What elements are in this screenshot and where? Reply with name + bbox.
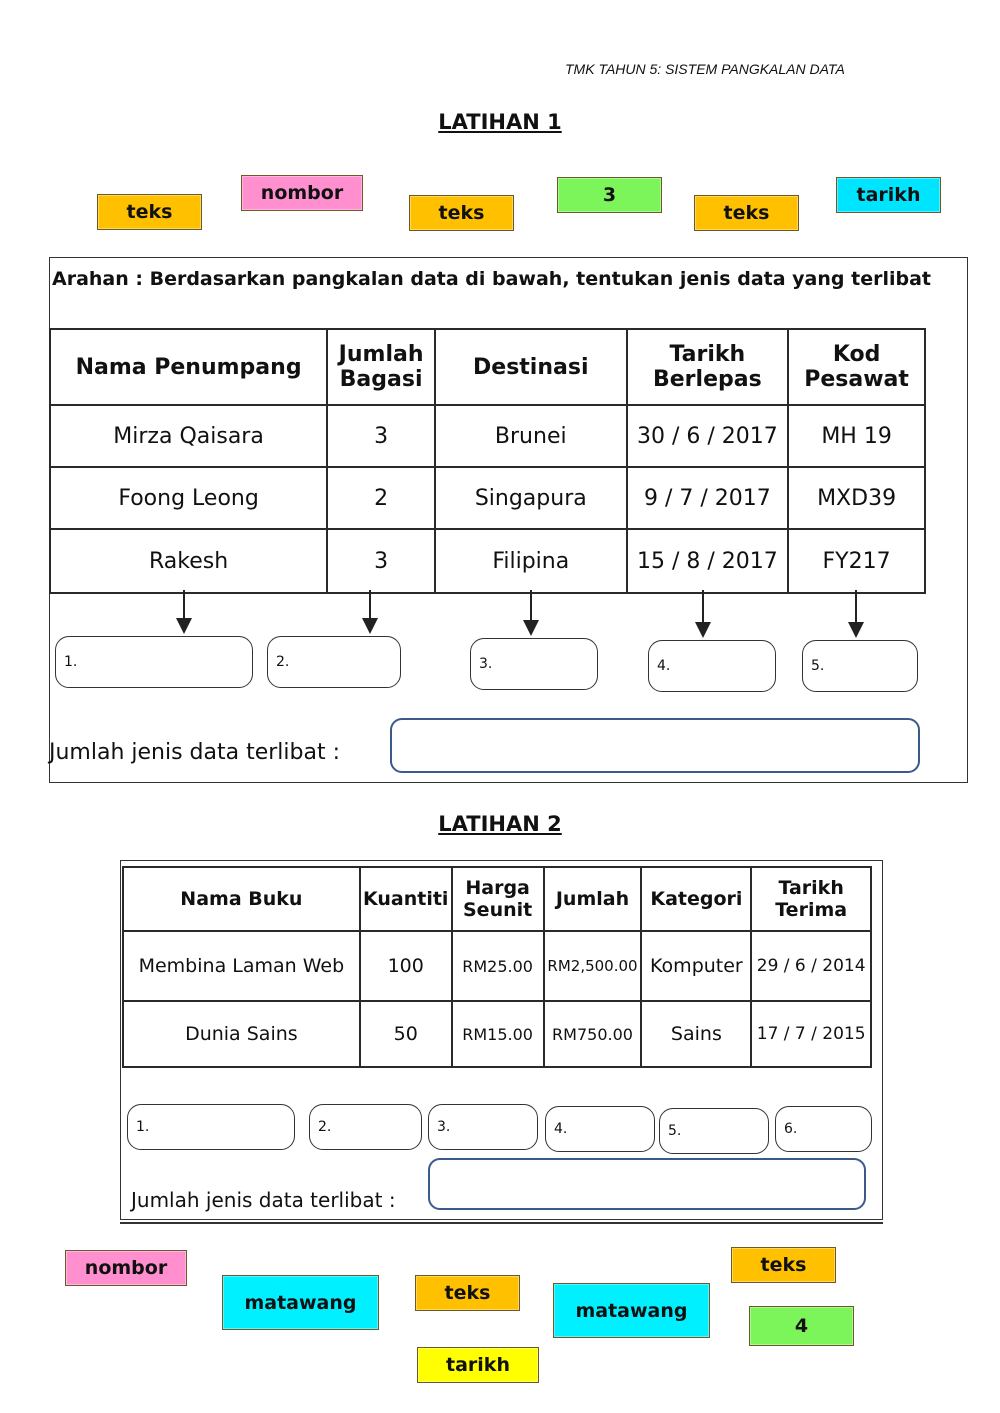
- answer-slot-5[interactable]: 5.: [659, 1108, 769, 1154]
- draggable-chip[interactable]: teks: [694, 195, 799, 231]
- answer-slot-2[interactable]: 2.: [309, 1104, 422, 1150]
- total-label: Jumlah jenis data terlibat :: [131, 1188, 396, 1212]
- table-cell: Sains: [641, 1001, 751, 1067]
- table-cell: RM2,500.00: [544, 931, 642, 1001]
- table-cell: 17 / 7 / 2015: [751, 1001, 871, 1067]
- table-cell: Brunei: [435, 405, 627, 467]
- instruction-text: Arahan : Berdasarkan pangkalan data di bawah, tentukan jenis data yang terlibat: [52, 268, 931, 290]
- table-cell: MXD39: [788, 467, 925, 529]
- draggable-chip[interactable]: matawang: [553, 1283, 710, 1338]
- answer-slot-1[interactable]: 1.: [127, 1104, 295, 1150]
- page-header: TMK TAHUN 5: SISTEM PANGKALAN DATA: [565, 61, 845, 77]
- latihan-1-title: LATIHAN 1: [438, 110, 562, 134]
- arrow-group-1: [184, 590, 856, 630]
- answer-slot-1[interactable]: 1.: [55, 636, 253, 688]
- column-header: Kuantiti: [360, 867, 452, 931]
- total-answer-box[interactable]: [390, 718, 920, 773]
- answer-slot-3[interactable]: 3.: [470, 638, 598, 690]
- table-cell: 30 / 6 / 2017: [627, 405, 789, 467]
- divider-line: [120, 1222, 883, 1224]
- table-cell: 100: [360, 931, 452, 1001]
- total-answer-box[interactable]: [428, 1158, 866, 1210]
- draggable-chip[interactable]: tarikh: [417, 1347, 539, 1383]
- draggable-chip[interactable]: teks: [409, 195, 514, 231]
- table-cell: Mirza Qaisara: [50, 405, 327, 467]
- draggable-chip[interactable]: teks: [97, 194, 202, 230]
- table-cell: Filipina: [435, 529, 627, 593]
- table-cell: 2: [327, 467, 435, 529]
- table-cell: 50: [360, 1001, 452, 1067]
- table-cell: RM750.00: [544, 1001, 642, 1067]
- table-cell: RM25.00: [452, 931, 544, 1001]
- table-cell: 3: [327, 529, 435, 593]
- table-row: [123, 931, 871, 1001]
- draggable-chip[interactable]: nombor: [241, 175, 363, 211]
- table-cell: 29 / 6 / 2014: [751, 931, 871, 1001]
- answer-slot-3[interactable]: 3.: [428, 1104, 538, 1150]
- table-cell: Membina Laman Web: [123, 931, 360, 1001]
- draggable-chip[interactable]: 4: [749, 1306, 854, 1346]
- table-cell: RM15.00: [452, 1001, 544, 1067]
- table-cell: Dunia Sains: [123, 1001, 360, 1067]
- column-header: Tarikh Terima: [751, 867, 871, 931]
- draggable-chip[interactable]: teks: [415, 1275, 520, 1311]
- table-cell: 15 / 8 / 2017: [627, 529, 789, 593]
- table-cell: Foong Leong: [50, 467, 327, 529]
- draggable-chip[interactable]: nombor: [65, 1250, 187, 1286]
- table-cell: Rakesh: [50, 529, 327, 593]
- column-header: Kategori: [641, 867, 751, 931]
- column-header: Jumlah Bagasi: [327, 329, 435, 405]
- total-label: Jumlah jenis data terlibat :: [49, 740, 341, 765]
- draggable-chip[interactable]: 3: [557, 177, 662, 213]
- latihan-2-title: LATIHAN 2: [438, 812, 562, 836]
- column-header: Kod Pesawat: [788, 329, 925, 405]
- table-cell: Komputer: [641, 931, 751, 1001]
- answer-slot-4[interactable]: 4.: [648, 640, 776, 692]
- table-cell: FY217: [788, 529, 925, 593]
- table-cell: MH 19: [788, 405, 925, 467]
- table-cell: 3: [327, 405, 435, 467]
- column-header: Nama Buku: [123, 867, 360, 931]
- column-header: Destinasi: [435, 329, 627, 405]
- table-cell: 9 / 7 / 2017: [627, 467, 789, 529]
- answer-slot-6[interactable]: 6.: [775, 1106, 872, 1152]
- draggable-chip[interactable]: teks: [731, 1247, 836, 1283]
- column-header: Nama Penumpang: [50, 329, 327, 405]
- draggable-chip[interactable]: matawang: [222, 1275, 379, 1330]
- answer-slot-2[interactable]: 2.: [267, 636, 401, 688]
- column-header: Tarikh Berlepas: [627, 329, 789, 405]
- book-table: [122, 866, 872, 1068]
- table-cell: Singapura: [435, 467, 627, 529]
- answer-slot-4[interactable]: 4.: [545, 1106, 655, 1152]
- column-header: Jumlah: [544, 867, 642, 931]
- answer-slot-5[interactable]: 5.: [802, 640, 918, 692]
- column-header: Harga Seunit: [452, 867, 544, 931]
- table-row: [123, 1001, 871, 1067]
- draggable-chip[interactable]: tarikh: [836, 177, 941, 213]
